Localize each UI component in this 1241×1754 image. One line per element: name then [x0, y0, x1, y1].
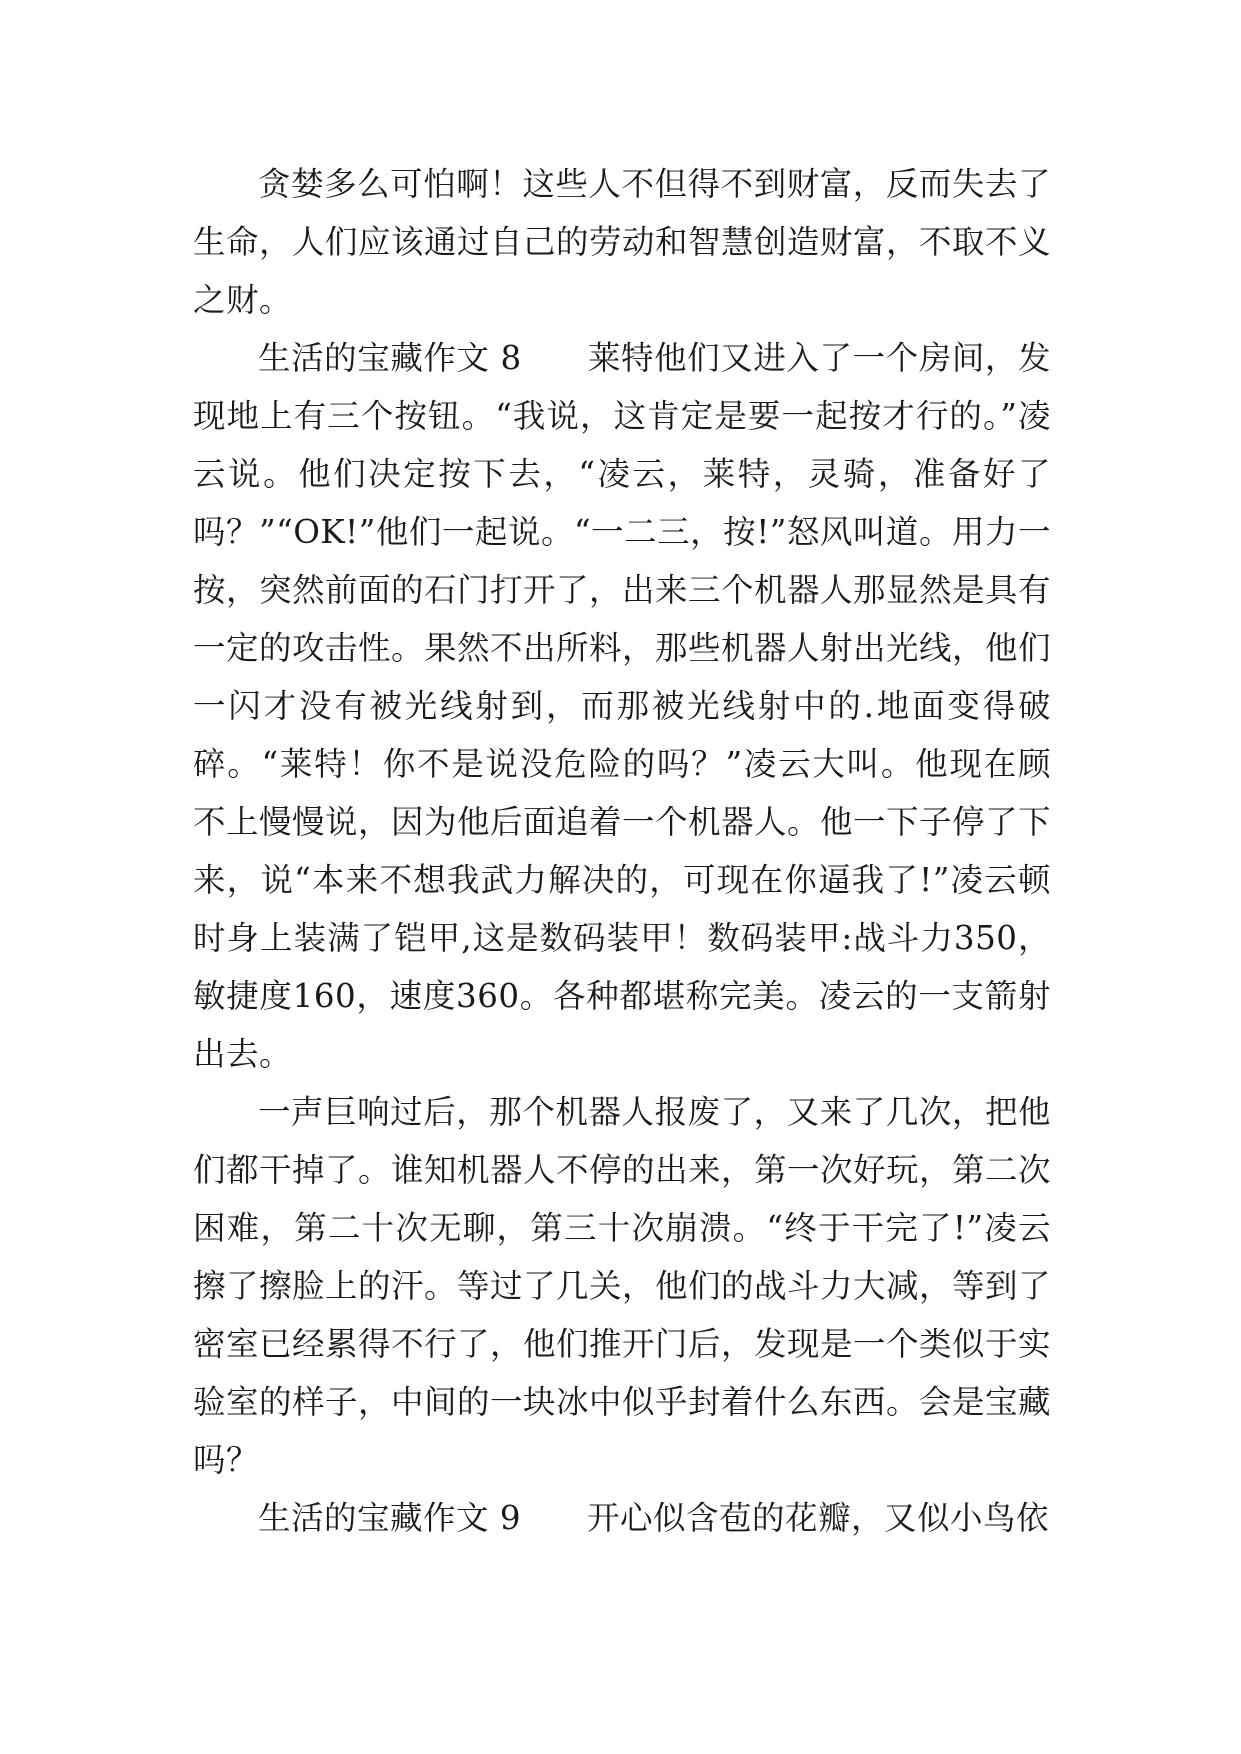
- document-body: [193, 155, 1051, 1547]
- paragraph-essay-8-continued: 一声巨响过后，那个机器人报废了，又来了几次，把他们都干掉了。谁知机器人不停的出来，第一次好玩，第二次困难，第二十次无聊，第三十次崩溃。“终于干完了!”凌云擦了擦脸上的汗。等过了几关，他们的战斗力大减，等到了密室已经累得不行了，他们推开门后，发现是一个类似于实验室的样子，中间的一块冰中似乎封着什么东西。会是宝藏吗？: [193, 1093, 1052, 1479]
- paragraph-essay-9: 生活的宝藏作文 9 开心似含苞的花瓣，又似小鸟依: [258, 1499, 1050, 1537]
- paragraph-essay-8: 生活的宝藏作文 8 莱特他们又进入了一个房间，发现地上有三个按钮。“我说，这肯定是要一起按才行的。”凌云说。他们决定按下去，“凌云，莱特，灵骑，准备好了吗？”“OK!”他们一起说。“一二三，按!”怒风叫道。用力一按，突然前面的石门打开了，出来三个机器人那显然是具有一定的攻击性。果然不出所料，那些机器人射出光线，他们一闪才没有被光线射到，而那被光线射中的.地面变得破碎。“莱特！你不是说没危险的吗？”凌云大叫。他现在顾不上慢慢说，因为他后面追着一个机器人。他一下子停了下来，说“本来不想我武力解决的，可现在你逼我了!”凌云顿时身上装满了铠甲,这是数码装甲！数码装甲:战斗力350，敏捷度160，速度360。各种都堪称完美。凌云的一支箭射出去。: [193, 339, 1052, 1073]
- paragraph-greed-moral: 贪婪多么可怕啊！这些人不但得不到财富，反而失去了生命，人们应该通过自己的劳动和智慧创造财富，不取不义之财。: [193, 165, 1052, 319]
